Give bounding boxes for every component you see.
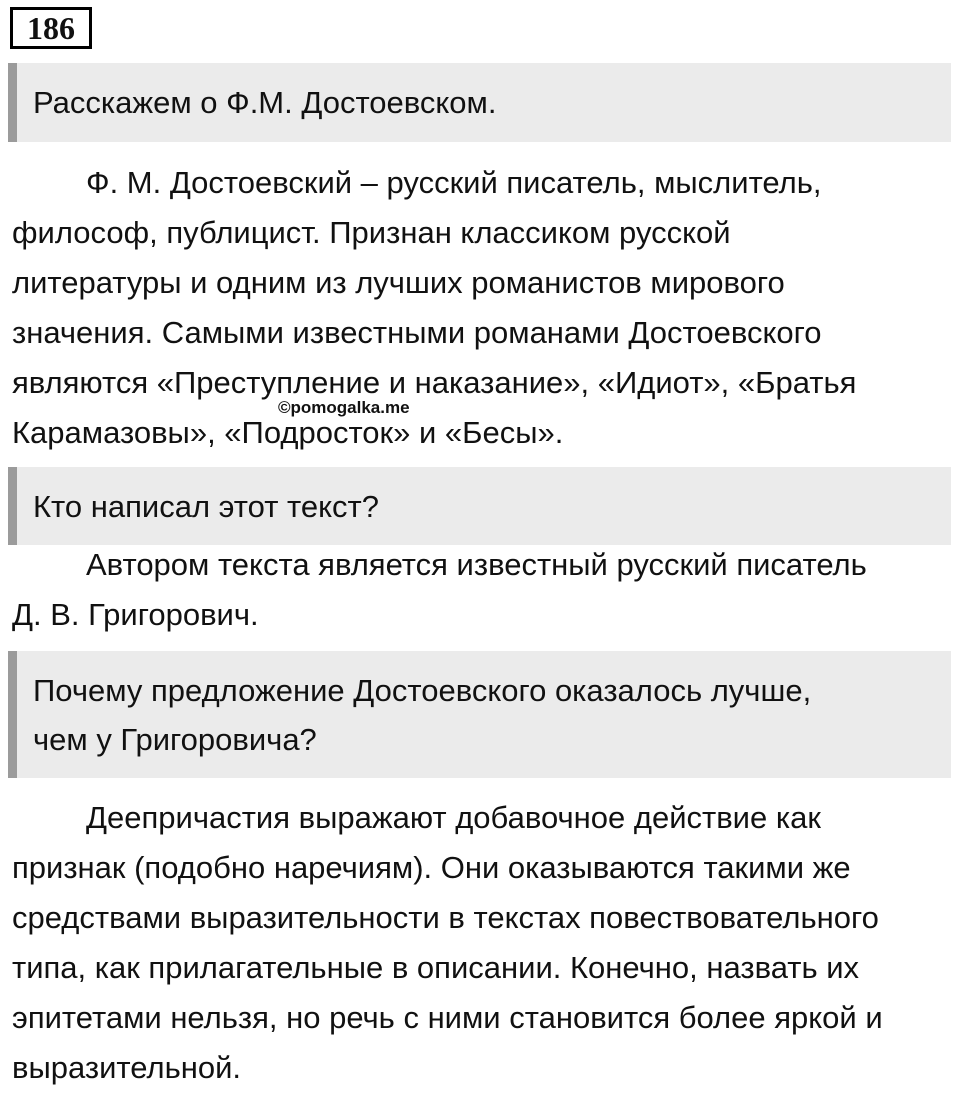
answer-1-line-4: значения. Самыми известными романами Достоевского (12, 315, 822, 350)
answer-2-line-2: Д. В. Григорович. (12, 597, 259, 632)
answer-3-line-5: эпитетами нельзя, но речь с ними становится более яркой и (12, 1000, 883, 1035)
question-1-text: Расскажем о Ф.М. Достоевском. (33, 85, 497, 120)
answer-1 (12, 158, 952, 458)
answer-3-line-2: признак (подобно наречиям). Они оказываются такими же (12, 850, 851, 885)
question-3-line-1: Почему предложение Достоевского оказалось лучше, (33, 673, 812, 708)
answer-3-line-4: типа, как прилагательные в описании. Конечно, назвать их (12, 950, 860, 985)
answer-1-line-1: Ф. М. Достоевский – русский писатель, мыслитель, (86, 165, 822, 200)
answer-2-line-1: Автором текста является известный русский писатель (86, 547, 867, 582)
task-number: 186 (10, 7, 92, 49)
answer-3-line-6: выразительной. (12, 1050, 242, 1085)
question-box-2 (8, 467, 951, 545)
answer-1-line-2: философ, публицист. Признан классиком русской (12, 215, 731, 250)
question-3-line-2: чем у Григоровича? (33, 722, 317, 757)
answer-1-line-6: Карамазовы», «Подросток» и «Бесы». (12, 415, 564, 450)
question-box-3 (8, 651, 951, 778)
answer-1-line-5: являются «Преступление и наказание», «Идиот», «Братья (12, 365, 857, 400)
answer-3 (12, 793, 952, 1093)
answer-3-line-3: средствами выразительности в текстах повествовательного (12, 900, 879, 935)
answer-2 (12, 540, 952, 640)
answer-3-line-1: Деепричастия выражают добавочное действие как (86, 800, 821, 835)
question-2-text: Кто написал этот текст? (33, 489, 379, 524)
watermark: ©pomogalka.me (278, 398, 410, 417)
answer-1-line-3: литературы и одним из лучших романистов мирового (12, 265, 785, 300)
question-box-1 (8, 63, 951, 142)
